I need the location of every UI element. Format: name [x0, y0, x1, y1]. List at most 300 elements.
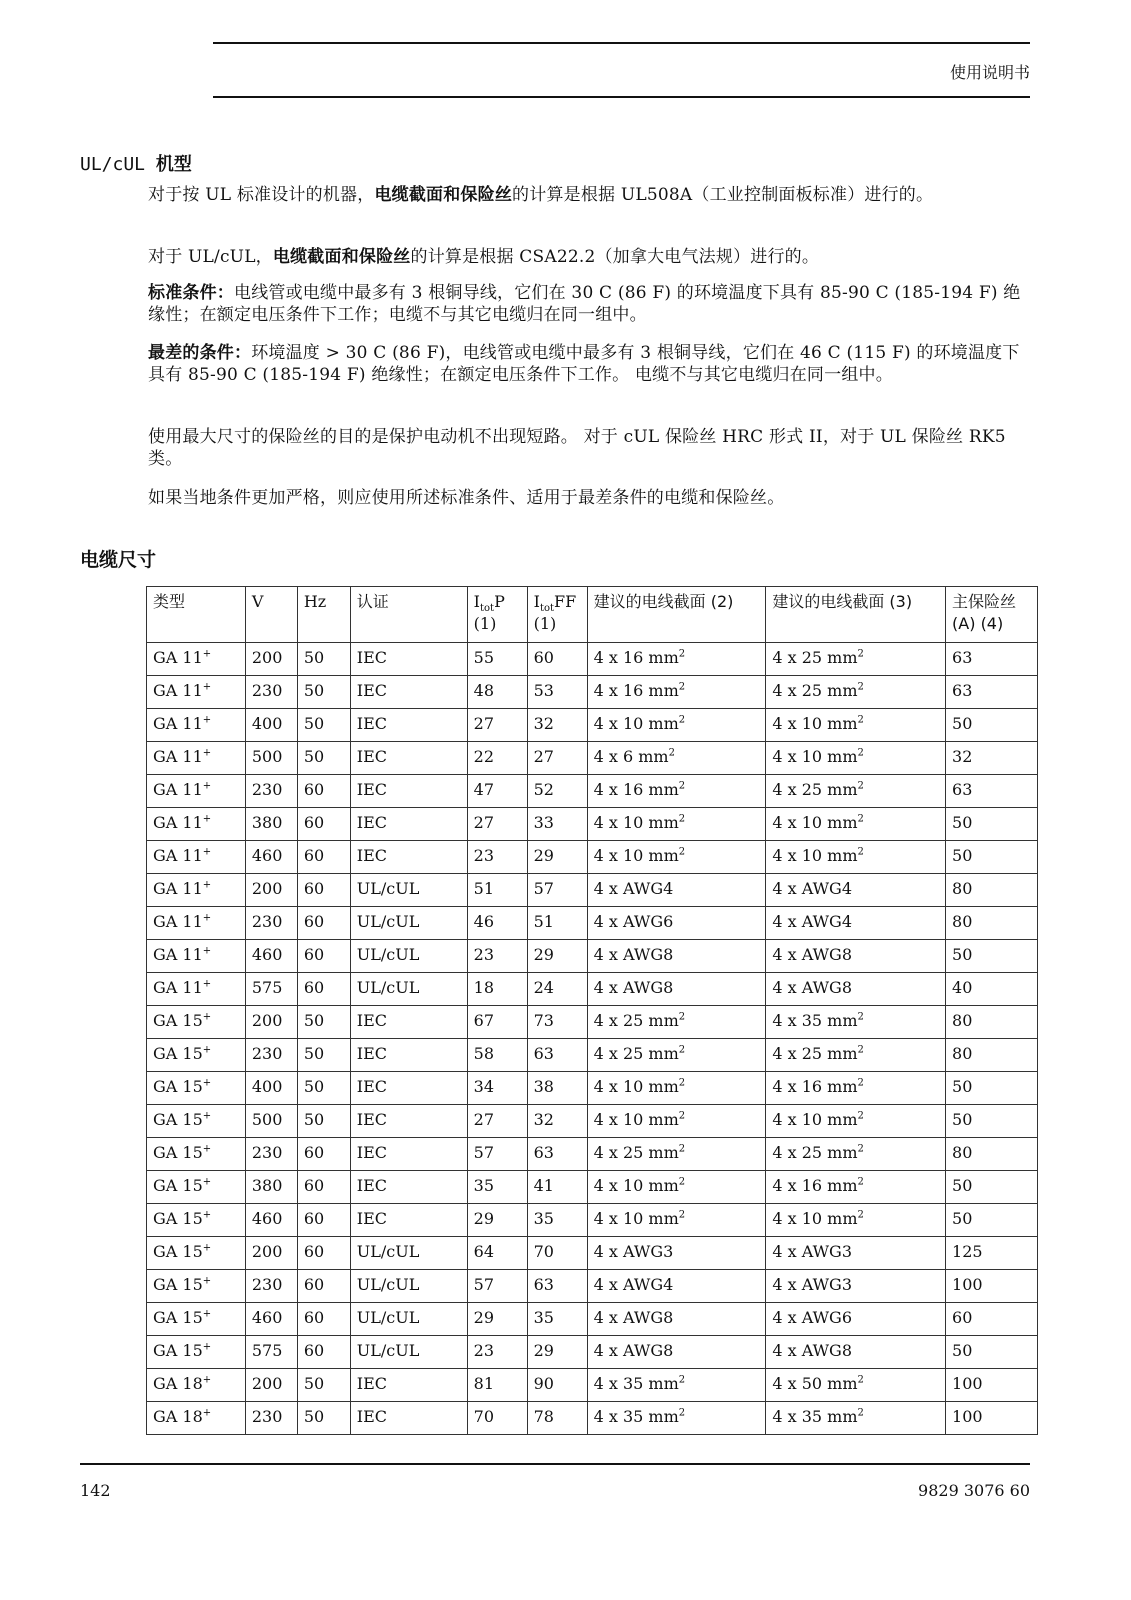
- header-rule-bottom: [213, 96, 1030, 98]
- cell-cert-text: IEC: [356, 1374, 388, 1393]
- cell-type: [147, 874, 246, 907]
- cell-itotff: [527, 808, 587, 841]
- cell-v: [245, 1138, 297, 1171]
- cell-cable2-text: 4 x 16 mm: [593, 681, 679, 700]
- cell-hz-text: 60: [303, 780, 325, 799]
- cell-type: [147, 1006, 246, 1039]
- table-row: [147, 1105, 1038, 1138]
- table-row: [147, 775, 1038, 808]
- cell-fuse-text: 50: [952, 1176, 973, 1195]
- cell-v-text: 200: [251, 1011, 283, 1030]
- cell-cable2-superscript: 2: [668, 747, 675, 759]
- cell-hz: [297, 1171, 350, 1204]
- cell-cert: [350, 973, 467, 1006]
- cell-fuse: [946, 1369, 1038, 1402]
- cell-type-text: GA 15: [153, 1077, 203, 1096]
- cell-cert: [350, 1237, 467, 1270]
- cell-v-text: 200: [251, 1242, 283, 1261]
- cell-hz-text: 60: [303, 1176, 325, 1195]
- cell-itotp-text: 34: [473, 1077, 495, 1096]
- cell-cable3-text: 4 x 16 mm: [772, 1077, 858, 1096]
- cell-hz-text: 60: [303, 1209, 325, 1228]
- cell-fuse: [946, 1270, 1038, 1303]
- cell-type-superscript: +: [202, 648, 212, 660]
- cell-fuse-text: 63: [952, 780, 973, 799]
- cell-cable3-superscript: 2: [857, 1077, 864, 1089]
- cell-cable2: [587, 1072, 766, 1105]
- cell-cable3: [766, 1270, 946, 1303]
- cell-itotff-text: 57: [533, 879, 554, 898]
- cell-hz-text: 50: [303, 1374, 325, 1393]
- cell-cable2-text: 4 x AWG8: [593, 1341, 674, 1360]
- cell-hz: [297, 940, 350, 973]
- cell-hz: [297, 1369, 350, 1402]
- cell-itotff-text: 53: [533, 681, 554, 700]
- cell-v: [245, 1369, 297, 1402]
- cell-type-text: GA 15: [153, 1308, 203, 1327]
- cell-type-text: GA 11: [153, 780, 203, 799]
- cell-hz: [297, 874, 350, 907]
- cell-cable3: [766, 1402, 946, 1435]
- cell-fuse: [946, 1402, 1038, 1435]
- cell-v: [245, 808, 297, 841]
- cell-v-text: 380: [251, 813, 283, 832]
- cell-v: [245, 775, 297, 808]
- cell-v: [245, 1237, 297, 1270]
- cell-v-text: 460: [251, 1308, 283, 1327]
- cell-itotp-text: 35: [473, 1176, 495, 1195]
- cell-cable3: [766, 808, 946, 841]
- cell-itotff-text: 24: [533, 978, 554, 997]
- cell-v-text: 230: [251, 681, 283, 700]
- document-code: 9829 3076 60: [918, 1481, 1030, 1500]
- cell-type: [147, 709, 246, 742]
- table-row: [147, 1369, 1038, 1402]
- cell-type-superscript: +: [202, 1044, 212, 1056]
- cell-v-text: 400: [251, 714, 283, 733]
- cell-cert-text: IEC: [356, 1407, 388, 1426]
- table-row: [147, 1204, 1038, 1237]
- cell-cable2: [587, 907, 766, 940]
- cell-cable2: [587, 709, 766, 742]
- cell-type: [147, 1105, 246, 1138]
- cell-type: [147, 1171, 246, 1204]
- cell-fuse: [946, 1237, 1038, 1270]
- cell-type: [147, 643, 246, 676]
- header-sub: tot: [539, 603, 555, 615]
- cell-itotff-text: 60: [533, 648, 554, 667]
- cell-itotff: [527, 1237, 587, 1270]
- cell-v: [245, 1039, 297, 1072]
- paragraph-ul-standard: [148, 184, 1033, 206]
- cell-type-text: GA 15: [153, 1110, 203, 1129]
- cell-cert: [350, 841, 467, 874]
- cell-cable3: [766, 1369, 946, 1402]
- cell-v: [245, 874, 297, 907]
- cell-type-text: GA 15: [153, 1242, 203, 1261]
- cell-type: [147, 907, 246, 940]
- table-row: [147, 1270, 1038, 1303]
- cell-type-superscript: +: [202, 1209, 212, 1221]
- cell-hz-text: 50: [303, 714, 325, 733]
- cell-cable3: [766, 1138, 946, 1171]
- cell-v: [245, 1105, 297, 1138]
- cell-itotp-text: 27: [473, 714, 495, 733]
- cell-hz-text: 60: [303, 978, 325, 997]
- cell-v-text: 500: [251, 747, 283, 766]
- cell-itotff: [527, 1303, 587, 1336]
- header-rule-top: [213, 42, 1030, 44]
- cell-cable3-text: 4 x 10 mm: [772, 846, 858, 865]
- cell-fuse: [946, 1072, 1038, 1105]
- cell-itotff-text: 51: [533, 912, 554, 931]
- cell-itotff: [527, 1270, 587, 1303]
- cell-cert: [350, 1336, 467, 1369]
- cell-itotff-text: 29: [533, 945, 554, 964]
- cell-type-superscript: +: [202, 747, 212, 759]
- cell-type-text: GA 15: [153, 1176, 203, 1195]
- cell-fuse-text: 100: [952, 1275, 983, 1294]
- cell-cert: [350, 907, 467, 940]
- cell-hz: [297, 841, 350, 874]
- cell-cable2: [587, 1006, 766, 1039]
- cell-cable3-text: 4 x 16 mm: [772, 1176, 858, 1195]
- cell-fuse: [946, 907, 1038, 940]
- cell-cable2: [587, 1204, 766, 1237]
- cell-v-text: 230: [251, 1407, 283, 1426]
- cell-itotp: [467, 808, 527, 841]
- cell-cable3-text: 4 x 25 mm: [772, 1143, 858, 1162]
- cell-hz: [297, 1303, 350, 1336]
- cell-cert-text: UL/cUL: [356, 1242, 420, 1261]
- cell-type: [147, 1138, 246, 1171]
- cell-itotp-text: 29: [473, 1308, 495, 1327]
- cell-cert-text: UL/cUL: [356, 1275, 420, 1294]
- cell-itotp: [467, 907, 527, 940]
- cell-itotp: [467, 676, 527, 709]
- cell-hz-text: 60: [303, 846, 325, 865]
- cell-itotp-text: 29: [473, 1209, 495, 1228]
- cell-hz: [297, 1138, 350, 1171]
- cell-cable3-text: 4 x 25 mm: [772, 1044, 858, 1063]
- cell-type: [147, 1303, 246, 1336]
- cell-v: [245, 1270, 297, 1303]
- table-row: [147, 676, 1038, 709]
- cell-fuse: [946, 1039, 1038, 1072]
- cell-v: [245, 907, 297, 940]
- cell-cable3: [766, 742, 946, 775]
- header-i: I: [533, 592, 540, 611]
- cell-itotff: [527, 1138, 587, 1171]
- cell-type-text: GA 18: [153, 1407, 203, 1426]
- cell-type-text: GA 15: [153, 1275, 203, 1294]
- cell-fuse-text: 50: [952, 945, 973, 964]
- cell-itotp: [467, 1270, 527, 1303]
- cell-fuse: [946, 973, 1038, 1006]
- cell-itotff-text: 63: [533, 1044, 554, 1063]
- cell-cert-text: UL/cUL: [356, 1308, 420, 1327]
- cell-cert: [350, 1072, 467, 1105]
- cell-type-superscript: +: [202, 681, 212, 693]
- cell-hz: [297, 1402, 350, 1435]
- cell-type-superscript: +: [202, 945, 212, 957]
- cell-cert: [350, 775, 467, 808]
- cell-v-text: 230: [251, 1143, 283, 1162]
- cell-cable2: [587, 1402, 766, 1435]
- table-row: [147, 808, 1038, 841]
- cell-itotff-text: 29: [533, 1341, 554, 1360]
- cell-itotff-text: 52: [533, 780, 554, 799]
- cell-v: [245, 1006, 297, 1039]
- cell-cable3-text: 4 x AWG8: [772, 1341, 853, 1360]
- cell-itotp: [467, 973, 527, 1006]
- cell-type-superscript: +: [202, 978, 212, 990]
- cell-cable3-superscript: 2: [857, 780, 864, 792]
- cell-cert-text: IEC: [356, 747, 388, 766]
- cell-cable2: [587, 808, 766, 841]
- table-row: [147, 1336, 1038, 1369]
- cell-hz: [297, 1006, 350, 1039]
- cell-cable2-text: 4 x 35 mm: [593, 1407, 679, 1426]
- cell-itotff: [527, 907, 587, 940]
- cell-type: [147, 808, 246, 841]
- section-title-cable-size: 电缆尺寸: [80, 549, 157, 571]
- cell-cable2-text: 4 x 16 mm: [593, 780, 679, 799]
- cell-v-text: 500: [251, 1110, 283, 1129]
- cell-hz: [297, 676, 350, 709]
- cell-fuse-text: 125: [952, 1242, 983, 1261]
- para-text: 的计算是根据 CSA22.2（加拿大电气法规）进行的。: [410, 247, 820, 267]
- cell-fuse: [946, 742, 1038, 775]
- cell-cable3-superscript: 2: [857, 1374, 864, 1386]
- cell-cert-text: IEC: [356, 714, 388, 733]
- cell-cable2-superscript: 2: [678, 846, 686, 858]
- cell-type-superscript: +: [202, 714, 212, 726]
- cell-v-text: 460: [251, 846, 283, 865]
- cell-itotff-text: 29: [533, 846, 554, 865]
- cell-fuse-text: 80: [952, 912, 973, 931]
- cell-type-superscript: +: [202, 1341, 212, 1353]
- cell-itotp: [467, 709, 527, 742]
- cell-itotff-text: 63: [533, 1143, 554, 1162]
- cell-cable2-superscript: 2: [678, 648, 686, 660]
- cell-itotp-text: 55: [473, 648, 495, 667]
- cell-type: [147, 940, 246, 973]
- cell-cable3-text: 4 x AWG4: [772, 879, 853, 898]
- cell-cable2-superscript: 2: [678, 813, 686, 825]
- cell-itotff-text: 32: [533, 1110, 554, 1129]
- cell-fuse: [946, 1303, 1038, 1336]
- paragraph-worst-conditions: [148, 342, 1033, 386]
- cell-hz: [297, 808, 350, 841]
- cell-itotp: [467, 841, 527, 874]
- cell-cable2: [587, 841, 766, 874]
- cell-itotff-text: 90: [533, 1374, 554, 1393]
- para-text: 对于按 UL 标准设计的机器，: [148, 185, 375, 205]
- cell-itotp-text: 27: [473, 1110, 495, 1129]
- cell-itotff: [527, 676, 587, 709]
- cell-cable3: [766, 676, 946, 709]
- cell-itotp: [467, 1171, 527, 1204]
- cell-type-text: GA 11: [153, 846, 203, 865]
- cell-cable2-text: 4 x AWG4: [593, 1275, 674, 1294]
- cell-hz: [297, 742, 350, 775]
- cell-cable2-text: 4 x 10 mm: [593, 1176, 679, 1195]
- cell-fuse: [946, 676, 1038, 709]
- cell-hz-text: 50: [303, 681, 325, 700]
- cell-fuse-text: 80: [952, 1011, 973, 1030]
- cell-type-text: GA 11: [153, 747, 203, 766]
- cell-cert-text: IEC: [356, 1176, 388, 1195]
- cell-cable3-text: 4 x AWG3: [772, 1242, 853, 1261]
- table-row: [147, 709, 1038, 742]
- cell-itotp: [467, 742, 527, 775]
- cell-cert-text: UL/cUL: [356, 912, 420, 931]
- cable-size-table: [146, 586, 1038, 1435]
- cell-cable2: [587, 1270, 766, 1303]
- cell-cable3-superscript: 2: [857, 1209, 864, 1221]
- cell-hz-text: 50: [303, 1110, 325, 1129]
- cell-itotp-text: 47: [473, 780, 495, 799]
- cell-hz-text: 60: [303, 912, 325, 931]
- cell-hz: [297, 775, 350, 808]
- cell-cable2-superscript: 2: [678, 1077, 686, 1089]
- cell-cert: [350, 676, 467, 709]
- cell-hz-text: 60: [303, 879, 325, 898]
- cell-cable3: [766, 841, 946, 874]
- cell-hz-text: 50: [303, 1077, 325, 1096]
- cell-fuse: [946, 940, 1038, 973]
- cell-cert-text: IEC: [356, 846, 388, 865]
- cell-type-superscript: +: [202, 1143, 212, 1155]
- cell-itotp-text: 51: [473, 879, 495, 898]
- cell-cable3: [766, 1072, 946, 1105]
- cell-fuse-text: 80: [952, 1143, 973, 1162]
- cell-fuse: [946, 874, 1038, 907]
- cell-type-text: GA 15: [153, 1011, 203, 1030]
- cell-v-text: 460: [251, 945, 283, 964]
- cell-cable3-superscript: 2: [857, 648, 864, 660]
- cell-cable3-superscript: 2: [857, 747, 864, 759]
- cell-cable3: [766, 907, 946, 940]
- cell-itotp: [467, 874, 527, 907]
- cell-cable3-superscript: 2: [857, 1044, 864, 1056]
- cell-cable2-text: 4 x AWG4: [593, 879, 674, 898]
- header-p: P: [494, 592, 505, 611]
- cell-cable2-superscript: 2: [678, 1110, 686, 1122]
- cell-v: [245, 742, 297, 775]
- cell-type-text: GA 11: [153, 912, 203, 931]
- cell-cable3: [766, 1237, 946, 1270]
- para-text: 对于 UL/cUL，: [148, 247, 273, 267]
- cell-v: [245, 973, 297, 1006]
- cell-cable2-superscript: 2: [678, 714, 686, 726]
- cell-hz: [297, 1237, 350, 1270]
- cell-cable2: [587, 775, 766, 808]
- cell-itotff: [527, 1336, 587, 1369]
- cell-cert: [350, 808, 467, 841]
- cell-cable3: [766, 973, 946, 1006]
- cell-fuse-text: 40: [952, 978, 973, 997]
- cell-v-text: 460: [251, 1209, 283, 1228]
- cell-itotff: [527, 1039, 587, 1072]
- footer-rule: [80, 1463, 1030, 1465]
- cell-cable2: [587, 973, 766, 1006]
- cell-type-text: GA 11: [153, 945, 203, 964]
- cell-v: [245, 1303, 297, 1336]
- cell-cert-text: IEC: [356, 648, 388, 667]
- header-sub: tot: [480, 603, 495, 615]
- cell-itotp: [467, 1105, 527, 1138]
- cell-cert: [350, 1204, 467, 1237]
- cell-type-text: GA 11: [153, 978, 203, 997]
- col-header-fuse: [946, 587, 1038, 643]
- cell-hz: [297, 643, 350, 676]
- cell-cert-text: IEC: [356, 1077, 388, 1096]
- cell-hz-text: 50: [303, 1044, 325, 1063]
- cell-cable3: [766, 1039, 946, 1072]
- cell-type: [147, 1039, 246, 1072]
- cell-v-text: 400: [251, 1077, 283, 1096]
- cell-cert: [350, 1270, 467, 1303]
- cell-v: [245, 1336, 297, 1369]
- cell-type-text: GA 15: [153, 1341, 203, 1360]
- cell-cable2-text: 4 x 10 mm: [593, 813, 679, 832]
- cell-type-superscript: +: [202, 1374, 212, 1386]
- cell-fuse: [946, 1204, 1038, 1237]
- cell-cable2: [587, 1171, 766, 1204]
- cell-cert: [350, 940, 467, 973]
- cell-fuse-text: 50: [952, 846, 973, 865]
- cell-cable2-text: 4 x 10 mm: [593, 1077, 679, 1096]
- cell-cable2: [587, 1138, 766, 1171]
- cell-cable3-text: 4 x 10 mm: [772, 714, 858, 733]
- cell-cable2-text: 4 x 25 mm: [593, 1011, 679, 1030]
- cell-v: [245, 940, 297, 973]
- table-row: [147, 1072, 1038, 1105]
- cell-itotp: [467, 1237, 527, 1270]
- cell-fuse-text: 63: [952, 648, 973, 667]
- cell-v-text: 200: [251, 1374, 283, 1393]
- table-row: [147, 841, 1038, 874]
- cell-cable2-text: 4 x 10 mm: [593, 1209, 679, 1228]
- cell-cable2: [587, 940, 766, 973]
- cell-type-superscript: +: [202, 1275, 212, 1287]
- table-row: [147, 1402, 1038, 1435]
- cell-itotp-text: 27: [473, 813, 495, 832]
- paragraph-ul-cul: [148, 246, 1033, 268]
- cell-cert: [350, 742, 467, 775]
- cell-v-text: 230: [251, 1275, 283, 1294]
- cell-cable3-text: 4 x 10 mm: [772, 813, 858, 832]
- cell-type: [147, 1369, 246, 1402]
- cell-type-superscript: +: [202, 1176, 212, 1188]
- cell-hz: [297, 1204, 350, 1237]
- cell-cable3-text: 4 x 25 mm: [772, 681, 858, 700]
- cell-itotff-text: 35: [533, 1308, 554, 1327]
- cell-itotp-text: 48: [473, 681, 495, 700]
- cell-itotp: [467, 1039, 527, 1072]
- cell-itotp: [467, 1138, 527, 1171]
- cell-type: [147, 775, 246, 808]
- para-emphasis: 最差的条件：: [148, 343, 252, 363]
- cell-fuse: [946, 1336, 1038, 1369]
- cell-v-text: 230: [251, 1044, 283, 1063]
- cell-type-text: GA 18: [153, 1374, 203, 1393]
- cell-type-superscript: +: [202, 1407, 212, 1419]
- cell-cert-text: IEC: [356, 813, 388, 832]
- cell-type: [147, 1204, 246, 1237]
